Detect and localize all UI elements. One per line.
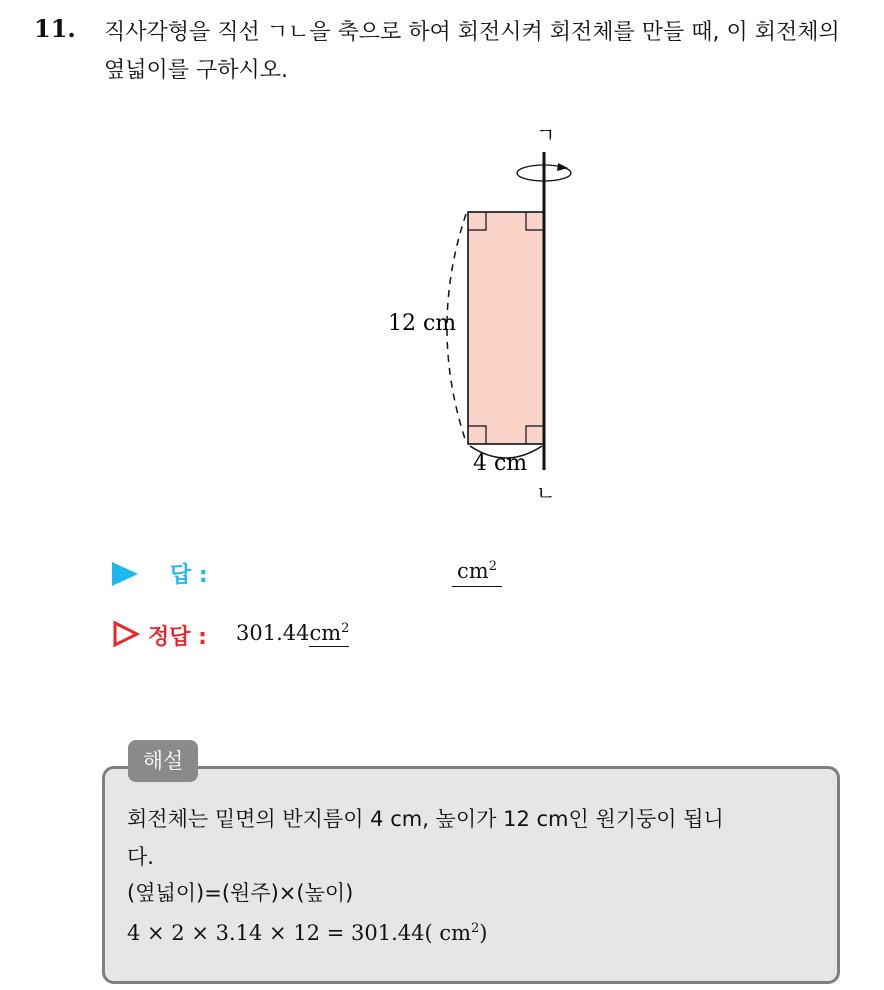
question-number: 11. [34,14,76,43]
answer-input[interactable] [452,556,502,587]
explanation-line: 회전체는 밑면의 반지름이 4 cm, 높이가 12 cm인 원기둥이 됩니 [127,807,724,831]
unit-exponent: 2 [471,921,480,936]
explanation-box [102,766,840,984]
outline-triangle-icon [112,620,140,648]
question-text: 직사각형을 직선 ㄱㄴ을 축으로 하여 회전시켜 회전체를 만들 때, 이 회전체의 옆넓이를 구하시오. [104,20,840,83]
explanation-line: 다. [127,845,154,869]
rectangle-shape [468,212,544,444]
answer-unit-text: cm [457,559,489,583]
top-point-label: ㄱ [536,123,556,147]
correct-label: 정답 : [148,625,207,650]
correct-number: 301.44 [236,621,310,645]
unit-exponent: 2 [341,621,350,636]
width-label: 4 cm [473,451,528,476]
figure-svg [360,118,600,508]
bottom-point-label: ㄴ [536,481,556,505]
play-triangle-icon [112,562,138,586]
correct-value [236,620,349,647]
explanation-tab[interactable]: 해설 [128,740,198,782]
correct-answer-row [108,616,608,656]
rotation-figure [360,118,600,508]
answer-row [108,556,608,590]
explanation-line: (옆넓이)=(원주)×(높이) [127,881,354,905]
formula-close: ) [479,921,488,945]
arrow-head-icon [557,163,568,171]
explanation-formula [127,917,488,949]
formula-text: 4 × 2 × 3.14 × 12 = 301.44( cm [127,921,472,945]
unit-exponent: 2 [488,559,497,574]
correct-unit-text: cm [309,621,342,645]
correct-unit [309,620,349,647]
height-label: 12 cm [388,311,457,336]
answer-label: 답 : [170,563,208,588]
